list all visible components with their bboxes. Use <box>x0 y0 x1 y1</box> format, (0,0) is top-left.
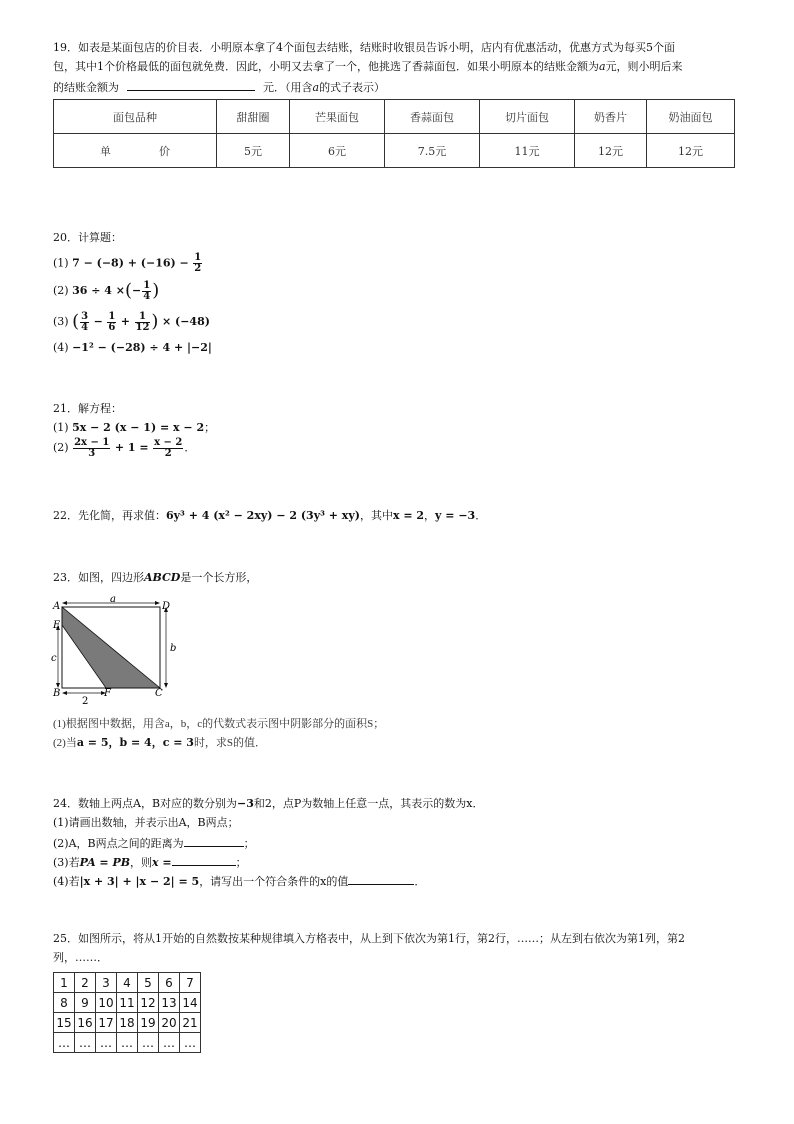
table-cell: 6元 <box>290 134 385 168</box>
table-header: 芒果面包 <box>290 100 385 134</box>
table-cell: 7.5元 <box>385 134 480 168</box>
grid-cell: 21 <box>180 1013 201 1033</box>
answer-blank[interactable] <box>348 873 414 885</box>
grid-cell: 5 <box>138 973 159 993</box>
grid-cell: … <box>117 1033 138 1053</box>
q23-line: 23．如图，四边形ABCD是一个长方形， <box>53 571 258 584</box>
arrowhead <box>164 683 168 688</box>
table-cell: 11元 <box>480 134 575 168</box>
grid-cell: … <box>159 1033 180 1053</box>
grid-cell: 16 <box>75 1013 96 1033</box>
table-header: 香蒜面包 <box>385 100 480 134</box>
q24-line-1: 24．数轴上两点A，B对应的数分别为−3和2，点P为数轴上任意一点，其表示的数为x． <box>53 797 484 810</box>
table-header: 甜甜圈 <box>217 100 290 134</box>
label-b-length: b <box>170 643 177 654</box>
q19-line-2: 包，其中1个价格最低的面包就免费．因此，小明又去拿了一个，他挑选了香蒜面包．如果小明原本的结账金额为a元，则小明后来 <box>53 60 683 73</box>
q25-line-1: 25．如图所示，将从1开始的自然数按某种规律填入方格表中，从上到下依次为第1行，第2行，……；从左到右依次为第1列，第2 <box>53 932 685 945</box>
table-row <box>54 993 201 1013</box>
variable-a: a <box>599 60 606 73</box>
shaded-region <box>62 607 160 688</box>
q23-part-1: (1)根据图中数据，用含a，b，c的代数式表示图中阴影部分的面积S； <box>53 718 385 730</box>
arrowhead <box>155 601 160 605</box>
arrowhead <box>62 601 67 605</box>
grid-cell: … <box>96 1033 117 1053</box>
grid-cell: 15 <box>54 1013 75 1033</box>
q22-line: 22．先化简，再求值：6y³ + 4 (x² − 2xy) − 2 (3y³ + xy)，其中x = 2，y = −3． <box>53 509 487 522</box>
table-row <box>54 1013 201 1033</box>
label-f-point: F <box>104 688 111 699</box>
grid-cell: 4 <box>117 973 138 993</box>
grid-cell: 2 <box>75 973 96 993</box>
grid-cell: … <box>75 1033 96 1053</box>
grid-cell: 14 <box>180 993 201 1013</box>
grid-cell: 3 <box>96 973 117 993</box>
fraction: $\frac{1}{6}$ <box>108 310 116 333</box>
fraction: $\frac{1}{4}$ <box>143 279 151 302</box>
grid-cell: 11 <box>117 993 138 1013</box>
table-header: 奶油面包 <box>647 100 735 134</box>
table-row <box>54 1033 201 1053</box>
table-row <box>54 100 735 134</box>
grid-body <box>54 973 201 1053</box>
grid-cell: 8 <box>54 993 75 1013</box>
q21-title: 21．解方程： <box>53 402 122 415</box>
q24-part-1: (1)请画出数轴，并表示出A，B两点； <box>53 816 239 829</box>
table-row <box>54 134 735 168</box>
grid-cell: … <box>54 1033 75 1053</box>
fraction: $\frac{1}{2}$ <box>194 252 202 274</box>
table-header: 奶香片 <box>575 100 647 134</box>
q20-part-2: (2) 36 ÷ 4 ×(− $\frac{1}{4}$ ) <box>53 279 160 302</box>
label-c-point: C <box>155 688 163 699</box>
q24-part-4: (4)若|x + 3| + |x − 2| = 5，请写出一个符合条件的x的值 ． <box>53 875 426 888</box>
label-a-point: A <box>53 601 61 612</box>
grid-cell: 18 <box>117 1013 138 1033</box>
fraction: $\frac{1}{12}$ <box>135 310 150 333</box>
grid-cell: 6 <box>159 973 180 993</box>
label-d-point: D <box>162 601 171 612</box>
label-c-length: c <box>51 653 57 664</box>
fraction: $\frac{3}{4}$ <box>81 310 89 333</box>
grid-cell: 7 <box>180 973 201 993</box>
grid-cell: … <box>138 1033 159 1053</box>
price-table <box>53 99 735 168</box>
q25-line-2: 列，……． <box>53 951 108 964</box>
grid-cell: 19 <box>138 1013 159 1033</box>
table-cell: 12元 <box>647 134 735 168</box>
grid-cell: 20 <box>159 1013 180 1033</box>
table-cell-label: 单 价 <box>54 134 217 168</box>
table-header: 切片面包 <box>480 100 575 134</box>
grid-cell: 1 <box>54 973 75 993</box>
q20-title: 20．计算题： <box>53 231 122 244</box>
rectangle-figure <box>50 595 190 707</box>
q23-part-2: (2)当a = 5，b = 4，c = 3时，求S的值． <box>53 736 267 749</box>
q21-part-2: (2) $\frac{2x - 1}{3}$ + 1 = $\frac{x - 2}{2}$ ． <box>53 436 196 459</box>
arrowhead <box>62 691 67 695</box>
q19-line-1: 19．如表是某面包店的价目表．小明原本拿了4个面包去结账，结账时收银员告诉小明，店内有优惠活动，优惠方式为每买5个面 <box>53 41 675 54</box>
grid-cell: 9 <box>75 993 96 1013</box>
q20-part-4: (4) −1² − (−28) ÷ 4 + |−2| <box>53 341 212 354</box>
fraction: $\frac{2x - 1}{3}$ <box>74 436 110 459</box>
table-cell: 12元 <box>575 134 647 168</box>
label-b-point: B <box>53 688 61 699</box>
q21-part-1: (1) 5x − 2 (x − 1) = x − 2； <box>53 421 216 434</box>
answer-blank[interactable] <box>127 79 255 91</box>
fraction: $\frac{x - 2}{2}$ <box>154 436 183 459</box>
label-a-length: a <box>110 595 116 605</box>
label-e-point: E <box>53 620 61 631</box>
q24-part-2: (2)A，B两点之间的距离为 ； <box>53 837 255 850</box>
grid-cell: 13 <box>159 993 180 1013</box>
q19-line-3: 的结账金额为 元．（用含a的式子表示） <box>53 81 386 94</box>
answer-blank[interactable] <box>172 854 236 866</box>
label-2-length: 2 <box>82 696 89 707</box>
grid-cell: … <box>180 1033 201 1053</box>
q24-part-3: (3)若PA = PB，则x = ； <box>53 856 247 869</box>
q20-part-3: (3) ( $\frac{3}{4}$ − $\frac{1}{6}$ + $\frac{1}{12}$ ) × (−48) <box>53 310 210 333</box>
number-grid <box>53 972 201 1053</box>
table-header: 面包品种 <box>54 100 217 134</box>
grid-cell: 17 <box>96 1013 117 1033</box>
answer-blank[interactable] <box>184 835 244 847</box>
grid-cell: 10 <box>96 993 117 1013</box>
table-cell: 5元 <box>217 134 290 168</box>
grid-cell: 12 <box>138 993 159 1013</box>
q20-part-1: (1) 7 − (−8) + (−16) − $\frac{1}{2}$ <box>53 252 202 274</box>
table-row <box>54 973 201 993</box>
